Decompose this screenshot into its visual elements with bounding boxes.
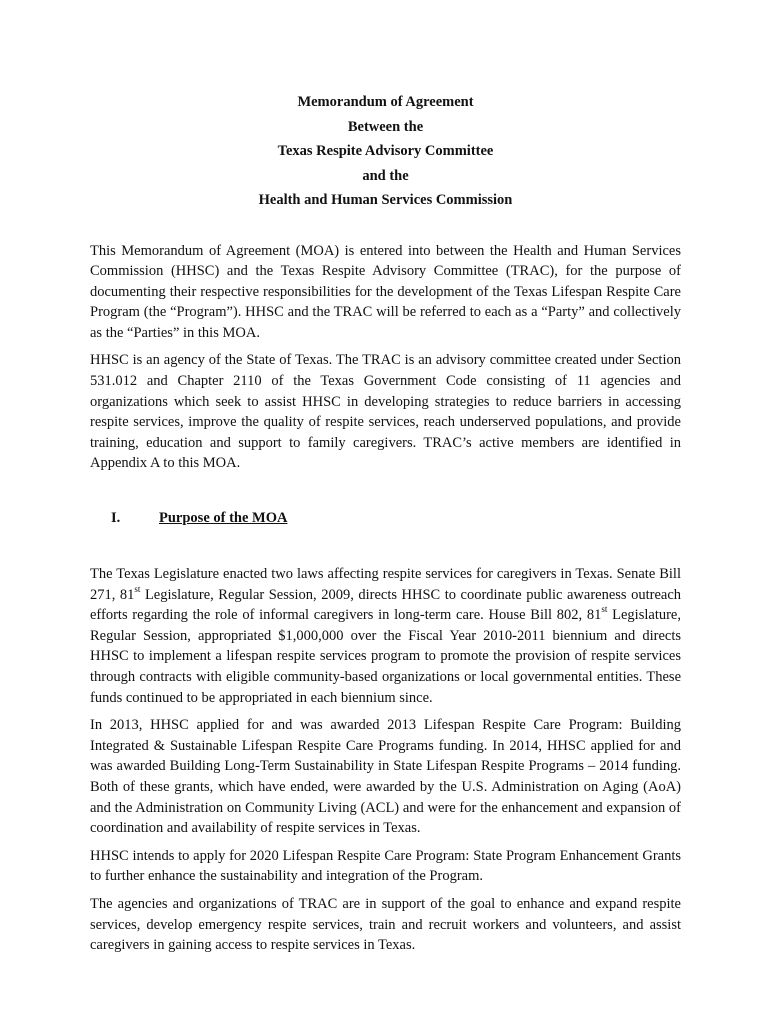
paragraph-legislature-part3: Legislature, Regular Session, appropriated $1,000,000 over the Fiscal Year 2010-2011 biennium and directs HHSC to implement a lifespan respite services program to promote the provision of respite services through contracts with eligible community-based organizations or local governmental entities. These funds continued to be appropriated in each biennium since. [90,607,681,706]
title-line-memorandum: Memorandum of Agreement [297,94,474,110]
section-heading-purpose [90,510,681,530]
paragraph-legislature-part1: The Texas Legislature enacted two laws affecting respite services for caregivers in Texas. Senate Bill 271, 81 [90,566,681,603]
section-number: I. [111,510,121,527]
document-title-block [90,90,681,213]
paragraph-legislature [90,564,681,708]
section-title: Purpose of the MOA [159,510,288,527]
title-line-committee: Texas Respite Advisory Committee [277,143,494,159]
intro-paragraph-hhsc: HHSC is an agency of the State of Texas. The TRAC is an advisory committee created under Section 531.012 and Chapter 2110 of the Texas Government Code consisting of 11 agencies and organizations which seek to assist HHSC in developing strategies to reduce barriers in accessing respite services, improve the quality of respite services, reach underserved populations, and provide training, education and support to family caregivers. TRAC’s active members are identified in Appendix A to this MOA. [90,352,681,472]
title-line-between: Between the [347,118,424,135]
paragraph-trac-support: The agencies and organizations of TRAC are in support of the goal to enhance and expand respite services, develop emergency respite services, train and recruit workers and volunteers, and assist caregivers in gaining access to respite services in Texas. [90,895,681,954]
paragraph-grants-2020: HHSC intends to apply for 2020 Lifespan Respite Care Program: State Program Enhancement Grants to further enhance the sustainability and integration of the Program. [90,847,681,885]
ordinal-superscript: st [601,604,608,615]
paragraph-legislature-part2: Legislature, Regular Session, 2009, directs HHSC to coordinate public awareness outreach efforts regarding the role of informal caregivers in long-term care. House Bill 802, 81 [90,586,681,624]
title-line-and: and the [362,167,409,184]
document-page [90,90,681,956]
intro-paragraph-moa: This Memorandum of Agreement (MOA) is entered into between the Health and Human Services Commission (HHSC) and the Texas Respite Advisory Committee (TRAC), for the purpose of documenting their respective responsibilities for the development of the Texas Lifespan Respite Care Program (the “Program”). HHSC and the TRAC will be referred to each as a “Party” and collectively as the “Parties” in this MOA. [90,242,681,341]
paragraph-grants-2013: In 2013, HHSC applied for and was awarded 2013 Lifespan Respite Care Program: Building Integrated & Sustainable Lifespan Respite Care Programs funding. In 2014, HHSC applied for and was awarded Building Long-Term Sustainability in State Lifespan Respite Programs – 2014 funding. Both of these grants, which have ended, were awarded by the U.S. Administration on Aging (AoA) and the Administration on Community Living (ACL) and were for the enhancement and expansion of coordination and availability of respite services in Texas. [90,717,681,837]
ordinal-superscript: st [134,583,141,594]
title-line-commission: Health and Human Services Commission [258,192,513,208]
